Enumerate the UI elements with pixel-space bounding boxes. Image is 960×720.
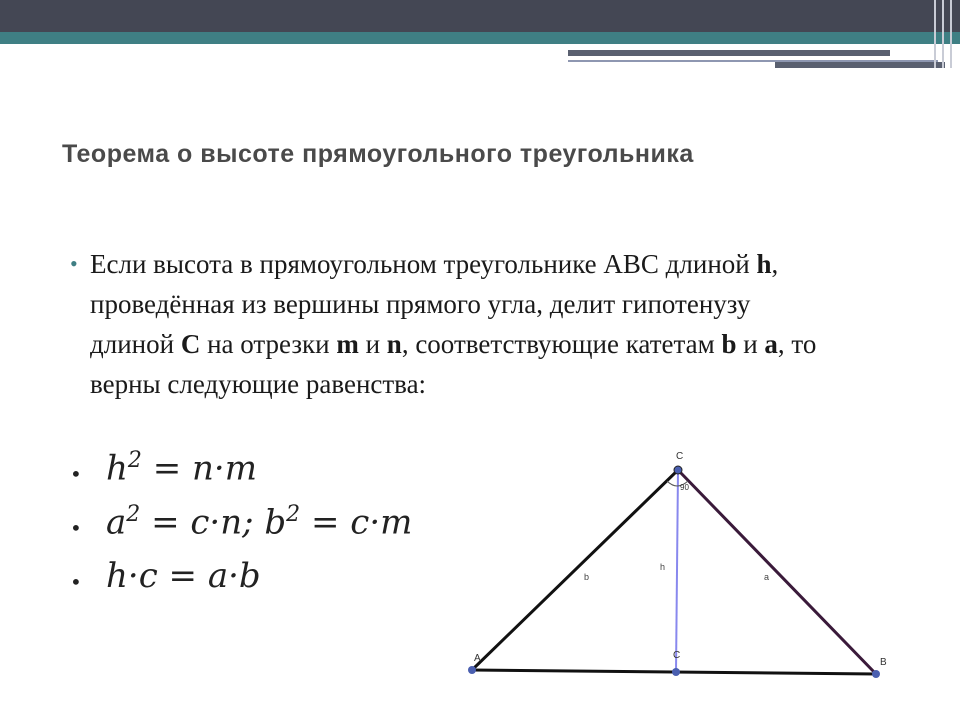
label-foot: C [673, 650, 681, 661]
bullet-dot: • [70, 251, 78, 276]
label-b: b [584, 572, 590, 582]
decor-line [775, 62, 945, 68]
decor-vline [950, 0, 952, 68]
label-angle: 90 [680, 483, 689, 492]
label-A: A [474, 653, 481, 664]
slide-title: Теорема о высоте прямоугольного треугольника [62, 140, 694, 168]
decor-vline [942, 0, 944, 68]
label-h: h [660, 562, 666, 572]
side-b [472, 470, 681, 670]
point-B [872, 670, 880, 678]
theorem-paragraph: Если высота в прямоугольном треугольнике ABC длиной h, проведённая из вершины прямого угла, делит гипотенузу длиной С на отрезки m и n, соответствующие катетам b и a, то верны следующие равенства: [90, 249, 817, 399]
label-C: C [676, 451, 684, 462]
altitude-h [676, 470, 678, 672]
side-a [678, 470, 876, 674]
point-A [468, 666, 476, 674]
formula-h2: $h^2 = n\cdot m$ [106, 448, 257, 489]
label-B: B [880, 657, 887, 668]
point-foot [672, 668, 680, 676]
formula-hc-ab: h·c = a·b [106, 556, 261, 596]
formula-a2-b2: $a^2 = c\cdot n$; $b^2 = c\cdot m$ [106, 502, 413, 543]
decor-vline [934, 0, 936, 68]
accent-band [0, 32, 960, 44]
point-C [674, 466, 682, 474]
decor-line [568, 50, 890, 56]
top-bar [0, 0, 960, 32]
theorem-text [70, 244, 830, 420]
triangle-diagram [460, 445, 930, 695]
label-a: a [764, 572, 770, 582]
